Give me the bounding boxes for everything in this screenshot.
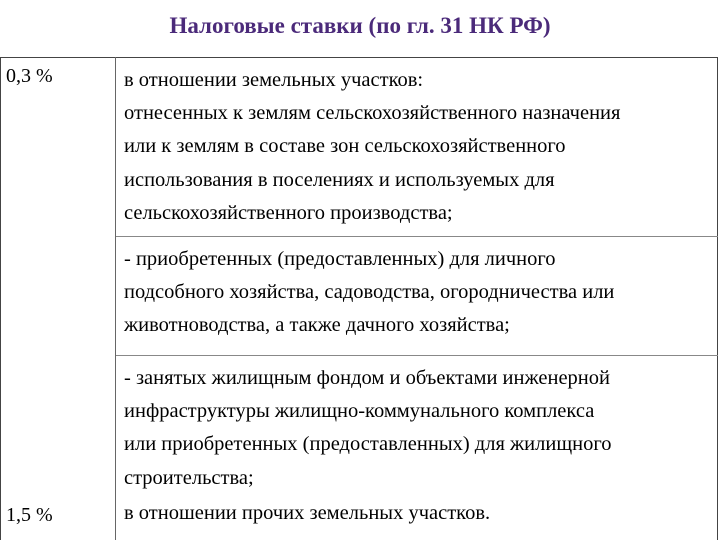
description-line: сельскохозяйственного производства; <box>124 201 453 224</box>
description-cell <box>124 64 718 230</box>
row-divider <box>116 355 718 356</box>
rate-cell: 0,3 % <box>6 65 53 87</box>
description-line: животноводства, а также дачного хозяйства; <box>124 314 510 337</box>
description-line: использования в поселениях и используемых для <box>124 168 555 191</box>
description-line: - занятых жилищным фондом и объектами инженерной <box>124 367 610 389</box>
description-line: отнесенных к землям сельскохозяйственного назначения <box>124 102 621 125</box>
description-line: подсобного хозяйства, садоводства, огородничества или <box>124 281 615 304</box>
description-line: в отношении прочих земельных участков. <box>124 502 491 524</box>
rate-cell: 1,5 % <box>6 504 53 526</box>
column-divider <box>115 57 116 540</box>
description-line: - приобретенных (предоставленных) для личного <box>124 248 556 270</box>
page-title: Налоговые ставки (по гл. 31 НК РФ) <box>169 13 551 38</box>
description-line: или приобретенных (предоставленных) для жилищного <box>124 433 612 456</box>
description-line: инфраструктуры жилищно-коммунального комплекса <box>124 400 595 423</box>
row-divider <box>116 236 718 237</box>
description-line: строительства; <box>124 466 254 489</box>
description-cell <box>124 497 718 530</box>
description-line: в отношении земельных участков: <box>124 69 424 91</box>
description-cell <box>124 362 718 495</box>
description-cell <box>124 243 718 343</box>
description-line: или к землям в составе зон сельскохозяйственного <box>124 135 566 158</box>
